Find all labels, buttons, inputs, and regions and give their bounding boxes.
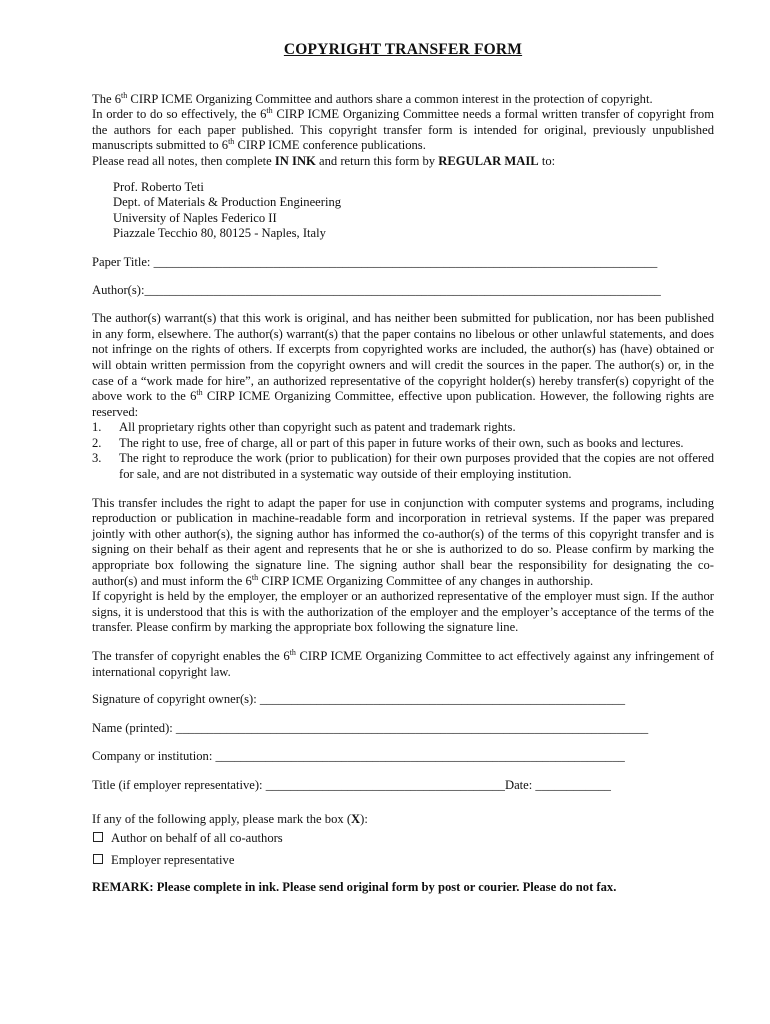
signature-field[interactable]: Signature of copyright owner(s): __________________________________________________________ bbox=[92, 692, 626, 707]
enables-text: CIRP ICME Organizing Committee to act effectively against any infringement of international copyright law. bbox=[92, 649, 714, 679]
checkbox-author-row[interactable] bbox=[92, 831, 714, 847]
list-item bbox=[92, 420, 714, 436]
enables-text: The transfer of copyright enables the 6 bbox=[92, 649, 290, 663]
intro-text: In order to do so effectively, the 6 bbox=[92, 107, 267, 122]
list-text: The right to use, free of charge, all or part of this paper in future works of their own, such as books and lectures. bbox=[119, 435, 684, 450]
list-item bbox=[92, 436, 714, 452]
reserved-rights-list bbox=[92, 420, 714, 482]
checkbox-employer-row[interactable] bbox=[92, 853, 714, 869]
list-number: 3. bbox=[92, 451, 102, 466]
checkbox-intro-text: ): bbox=[360, 811, 368, 826]
authors-field[interactable]: Author(s):__________________________________________________________________________________ bbox=[92, 282, 661, 297]
employer-checkbox[interactable] bbox=[93, 854, 103, 864]
form-title: COPYRIGHT TRANSFER FORM bbox=[283, 41, 523, 58]
intro-paragraph-3 bbox=[92, 154, 714, 170]
in-ink-emphasis: IN INK bbox=[274, 153, 316, 168]
ordinal-suffix: th bbox=[228, 137, 235, 147]
checkbox-instructions bbox=[92, 812, 714, 828]
intro-text: CIRP ICME Organizing Committee needs a formal written transfer of copyright from the authors for each paper published. This copyright transfer form is intended for original, previously unpublished manuscripts submitted to 6 bbox=[92, 107, 714, 153]
paper-title-field[interactable]: Paper Title: ________________________________________________________________________________ bbox=[92, 254, 658, 269]
author-checkbox[interactable] bbox=[93, 832, 103, 842]
name-printed-field[interactable]: Name (printed): ___________________________________________________________________________ bbox=[92, 720, 649, 735]
ordinal-suffix: th bbox=[196, 387, 203, 397]
intro-text: Please read all notes, then complete bbox=[92, 153, 275, 168]
list-text: All proprietary rights other than copyright such as patent and trademark rights. bbox=[119, 420, 516, 435]
warranty-text: The author(s) warrant(s) that this work is original, and has neither been submitted for publication, nor has been published in any form, elsewhere. The author(s) warrant(s) that the paper contains no libelous or other unlawful statements, and does not infringe on the rights of others. If excerpts from copyrighted works are included, the author(s) has (have) obtained or will obtain written permission from the copyright owners and will credit the sources in the paper. The author(s) or, in the case of a “work made for hire”, an authorized representative of the copyright holder(s) hereby transfer(s) copyright of the above work to the 6 bbox=[92, 311, 714, 404]
mailing-address bbox=[113, 180, 714, 242]
address-street: Piazzale Tecchio 80, 80125 - Naples, Italy bbox=[113, 226, 326, 241]
employer-paragraph: If copyright is held by the employer, the employer or an authorized representative of the employer must sign. If the author signs, it is understood that this is with the authorization of the employer and the employer’s acceptance of the terms of the transfer. Please confirm by marking the appropriate box following the signature line. bbox=[92, 589, 714, 635]
warranty-paragraph bbox=[92, 311, 714, 420]
ordinal-suffix: th bbox=[251, 572, 259, 582]
remark-note: REMARK: Please complete in ink. Please send original form by post or courier. Please do not fax. bbox=[92, 880, 617, 895]
regular-mail-emphasis: REGULAR MAIL bbox=[438, 153, 539, 168]
warranty-text: CIRP ICME Organizing Committee, effective upon publication. However, the following rights are reserved: bbox=[92, 389, 714, 419]
checkbox-label: Author on behalf of all co-authors bbox=[111, 831, 283, 846]
checkbox-label: Employer representative bbox=[111, 852, 235, 867]
company-field[interactable]: Company or institution: _________________________________________________________________ bbox=[92, 749, 625, 764]
ordinal-suffix: th bbox=[121, 90, 128, 100]
intro-text: to: bbox=[538, 153, 556, 168]
intro-text: CIRP ICME conference publications. bbox=[234, 138, 426, 153]
checkbox-intro-text: If any of the following apply, please mark the box ( bbox=[92, 811, 352, 826]
address-university: University of Naples Federico II bbox=[113, 210, 277, 225]
ordinal-suffix: th bbox=[289, 647, 296, 657]
list-text: The right to reproduce the work (prior to publication) for their own purposes provided that the copies are not offered for sale, and are not distributed in a systematic way outside of their employing institution. bbox=[119, 451, 714, 482]
transfer-text: This transfer includes the right to adapt the paper for use in conjunction with computer systems and programs, including reproduction or publication in machine-readable form and incorporation in retrieval systems. If the paper was prepared jointly with other author(s), the signing author has informed the co-author(s) of the terms of this copyright transfer and is signing on their behalf as their agent and represents that he or she is authorized to do so. Please confirm by marking the appropriate box following the signature line. The signing author shall bear the responsibility for designating the co-author(s) and must inform the 6 bbox=[92, 495, 714, 588]
transfer-paragraph bbox=[92, 496, 714, 590]
list-number: 2. bbox=[92, 435, 102, 450]
intro-text: and return this form by bbox=[315, 153, 439, 168]
address-name: Prof. Roberto Teti bbox=[113, 179, 204, 194]
intro-paragraph-2 bbox=[92, 107, 714, 154]
intro-paragraph-1 bbox=[92, 92, 714, 108]
intro-text: The 6 bbox=[92, 91, 122, 106]
intro-text: CIRP ICME Organizing Committee and authors share a common interest in the protection of copyright. bbox=[127, 91, 653, 106]
transfer-text: CIRP ICME Organizing Committee of any changes in authorship. bbox=[258, 573, 594, 588]
list-number: 1. bbox=[92, 420, 102, 435]
address-department: Dept. of Materials & Production Engineering bbox=[113, 195, 342, 210]
title-date-field[interactable]: Title (if employer representative): ______________________________________Date: ____________ bbox=[92, 777, 611, 792]
list-item bbox=[92, 451, 714, 482]
mark-x: X bbox=[351, 811, 361, 826]
ordinal-suffix: th bbox=[266, 106, 273, 115]
enables-paragraph bbox=[92, 649, 714, 680]
